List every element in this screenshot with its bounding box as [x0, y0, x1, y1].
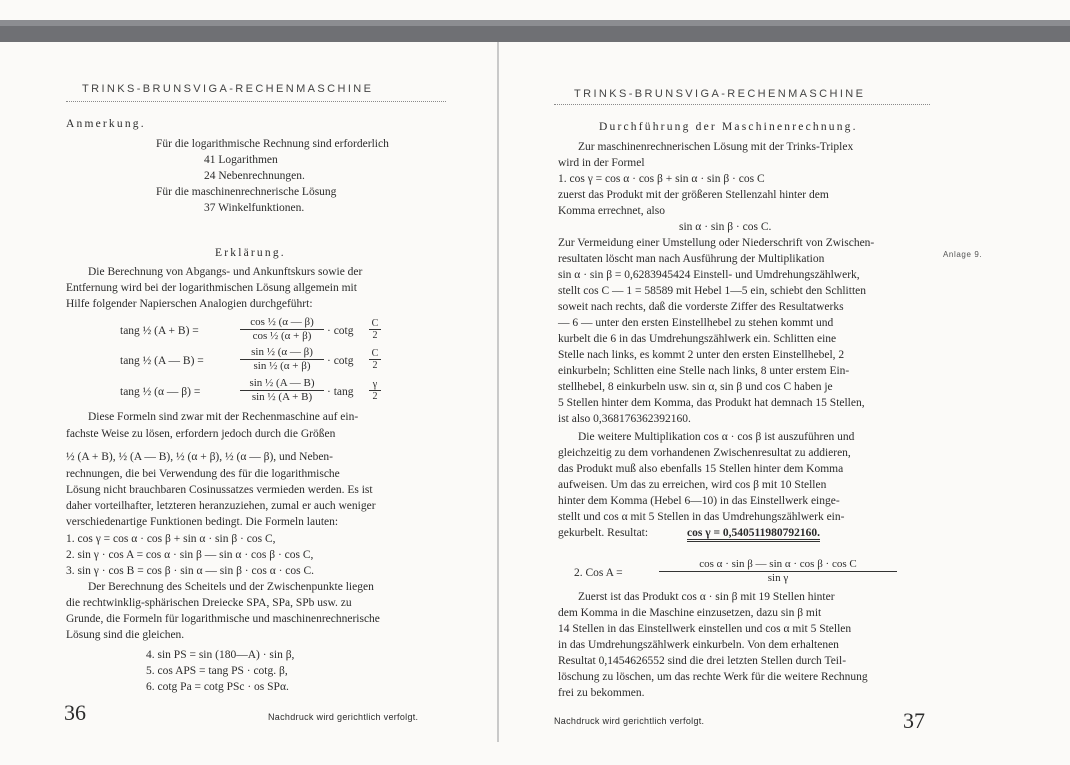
anmerkung-heading: Anmerkung. — [66, 118, 146, 130]
analogy-denominator: sin ½ (α + β) — [253, 360, 311, 372]
half-fraction-num: C — [369, 318, 381, 330]
body-line: daher vorteilhafter, letzteren heranzuziehen, zumal er auch weniger — [66, 500, 376, 512]
analogy-operator: · cotg — [327, 325, 354, 337]
analogy-lhs: tang ½ (A — B) = — [120, 355, 204, 367]
formula2-line: 6. cotg Pa = cotg PSc · os SPα. — [146, 681, 289, 693]
running-head: TRINKS-BRUNSVIGA-RECHENMASCHINE — [574, 88, 866, 100]
formula-line: 2. sin γ · cos A = cos α · sin β — sin α · cos β · cos C, — [66, 549, 314, 561]
anmerkung-line: Für die maschinenrechnerische Lösung — [156, 186, 337, 198]
analogy-operator: · cotg — [327, 355, 354, 367]
body-line: löschung zu löschen, um das rechte Werk für die weitere Rechnung — [558, 671, 868, 683]
section-heading: Durchführung der Maschinenrechnung. — [599, 121, 858, 133]
analogy-denominator: sin ½ (A + B) — [251, 391, 313, 403]
half-fraction — [369, 379, 381, 402]
analogy-fraction — [240, 316, 324, 343]
body-line: Lösung nicht brauchbaren Cosinussatzes vermieden werden. Es ist — [66, 484, 373, 496]
result-value — [687, 526, 820, 541]
body-line: einkurbeln; Schlitten eine Stelle nach links, 8 unter erstem Ein- — [558, 365, 850, 377]
body-line: sin α · sin β = 0,6283945424 Einstell- und Umdrehungszählwerk, — [558, 269, 860, 281]
anmerkung-line: Für die logarithmische Rechnung sind erforderlich — [156, 138, 389, 150]
analogy-fraction — [240, 346, 324, 373]
body-line: Zur Vermeidung einer Umstellung oder Niederschrift von Zwischen- — [558, 237, 875, 249]
analogy-numerator: sin ½ (A — B) — [240, 377, 324, 391]
body-line: Zur maschinenrechnerischen Lösung mit der Trinks-Triplex — [578, 141, 854, 153]
anmerkung-line: 24 Nebenrechnungen. — [204, 170, 305, 182]
margin-note: Anlage 9. — [943, 250, 983, 259]
body-line: kurbelt die 6 in das Umdrehungszählwerk ein. Schlitten eine — [558, 333, 837, 345]
body-line: Stelle nach links, es kommt 2 unter den ersten Einstellhebel, 2 — [558, 349, 845, 361]
body-line: 1. cos γ = cos α · cos β + sin α · sin β · cos C — [558, 173, 765, 185]
analogy-lhs: tang ½ (α — β) = — [120, 386, 201, 398]
body-line: frei zu bekommen. — [558, 687, 645, 699]
analogy-numerator: cos ½ (α — β) — [240, 316, 324, 330]
analogy-operator: · tang — [327, 386, 354, 398]
running-head: TRINKS-BRUNSVIGA-RECHENMASCHINE — [82, 83, 374, 95]
body-line: stellhebel, 8 einkurbeln usw. sin α, sin β und cos C haben je — [558, 381, 833, 393]
body-line: soweit nach rechts, daß die vorderste Ziffer des Resultatwerks — [558, 301, 844, 313]
page-footer: Nachdruck wird gerichtlich verfolgt. — [268, 712, 419, 722]
body-line: Komma errechnet, also — [558, 205, 665, 217]
body-line: Die weitere Multiplikation cos α · cos β ist auszuführen und — [578, 431, 855, 443]
body-line: Resultat 0,1454626552 sind die drei letzten Stellen durch Teil- — [558, 655, 847, 667]
body-line: Zuerst ist das Produkt cos α · sin β mit 19 Stellen hinter — [578, 591, 835, 603]
intro-line: Entfernung wird bei der logarithmischen Lösung allgemein mit — [66, 282, 357, 294]
analogy-lhs: tang ½ (A + B) = — [120, 325, 199, 337]
body-line: ½ (A + B), ½ (A — B), ½ (α + β), ½ (α — β), und Neben- — [66, 451, 334, 463]
body-line: — 6 — unter den ersten Einstellhebel zu stehen kommt und — [558, 317, 834, 329]
body-line: in das Umdrehungszählwerk einkurbeln. Von dem erhaltenen — [558, 639, 839, 651]
page-number: 37 — [903, 708, 925, 733]
half-fraction-den: 2 — [372, 330, 378, 341]
formula-line: 1. cos γ = cos α · cos β + sin α · sin β · cos C, — [66, 533, 276, 545]
analogy-numerator: sin ½ (α — β) — [240, 346, 324, 360]
body-line: stellt und cos α mit 5 Stellen in das Umdrehungszählwerk ein- — [558, 511, 845, 523]
body-line: das Produkt muß also ebenfalls 15 Stellen hinter dem Komma — [558, 463, 844, 475]
body-line: fachste Weise zu lösen, erfordern jedoch durch die Größen — [66, 428, 336, 440]
analogy-denominator: cos ½ (α + β) — [252, 330, 312, 342]
body2-line: Der Berechnung des Scheitels und der Zwischenpunkte liegen — [88, 581, 374, 593]
formula-line: 3. sin γ · cos B = cos β · sin α — sin β · cos α · cos C. — [66, 565, 315, 577]
page-footer: Nachdruck wird gerichtlich verfolgt. — [554, 716, 705, 726]
erklaerung-heading: Erklärung. — [215, 247, 286, 259]
anmerkung-line: 41 Logarithmen — [204, 154, 278, 166]
formula2-line: 4. sin PS = sin (180—A) · sin β, — [146, 649, 295, 661]
body-line: aufweisen. Um das zu erreichen, wird cos β mit 10 Stellen — [558, 479, 827, 491]
result-text: cos γ = 0,540511980792160. — [687, 527, 820, 542]
body-line: wird in der Formel — [558, 157, 645, 169]
body-line: hinter dem Komma (Hebel 6—10) in das Einstellwerk einge- — [558, 495, 840, 507]
formula2-numerator: cos α · sin β — sin α · cos β · cos C — [659, 558, 897, 572]
body-line: verschiedenartige Funktionen bedingt. Die Formeln lauten: — [66, 516, 339, 528]
half-fraction-den: 2 — [372, 391, 378, 402]
running-head-rule — [66, 101, 446, 102]
left-page — [0, 0, 497, 765]
body-line: stellt cos C — 1 = 58589 mit Hebel 1—5 ein, schiebt den Schlitten — [558, 285, 867, 297]
body2-line: Grunde, die Formeln für logarithmische und maschinenrechnerische — [66, 613, 380, 625]
body-line: resultaten löscht man nach Ausführung der Multiplikation — [558, 253, 825, 265]
body2-line: die rechtwinklig-sphärischen Dreiecke SPA, SPa, SPb usw. zu — [66, 597, 352, 609]
half-fraction-num: γ — [369, 379, 381, 391]
body-line: Diese Formeln sind zwar mit der Rechenmaschine auf ein- — [88, 411, 359, 423]
intro-line: Hilfe folgender Napierschen Analogien durchgeführt: — [66, 298, 313, 310]
body-line: gleichzeitig zu dem vorhandenen Zwischenresultat zu addieren, — [558, 447, 851, 459]
formula2-denominator: sin γ — [767, 572, 789, 584]
body-line: 14 Stellen in das Einstellwerk einstellen und cos α mit 5 Stellen — [558, 623, 852, 635]
analogy-fraction — [240, 377, 324, 404]
body-line: gekurbelt. Resultat: — [558, 527, 649, 539]
body2-line: Lösung sind die gleichen. — [66, 629, 185, 641]
body-line: dem Komma in die Maschine einzusetzen, dazu sin β mit — [558, 607, 822, 619]
body-line: rechnungen, die bei Verwendung des für die logarithmische — [66, 468, 340, 480]
running-head-rule — [554, 104, 930, 105]
formula2-line: 5. cos APS = tang PS · cotg. β, — [146, 665, 288, 677]
half-fraction — [369, 318, 381, 341]
formula2-fraction — [659, 558, 897, 585]
body-line: 5 Stellen hinter dem Komma, das Produkt hat demnach 15 Stellen, — [558, 397, 865, 409]
half-fraction — [369, 348, 381, 371]
body-line: sin α · sin β · cos C. — [679, 221, 772, 233]
right-page — [499, 0, 1070, 765]
half-fraction-num: C — [369, 348, 381, 360]
half-fraction-den: 2 — [372, 360, 378, 371]
body-line: zuerst das Produkt mit der größeren Stellenzahl hinter dem — [558, 189, 829, 201]
anmerkung-line: 37 Winkelfunktionen. — [204, 202, 305, 214]
page-number: 36 — [64, 700, 86, 725]
formula2-lhs: 2. Cos A = — [574, 567, 623, 579]
body-line: ist also 0,368176362392160. — [558, 413, 691, 425]
intro-line: Die Berechnung von Abgangs- und Ankunftskurs sowie der — [88, 266, 363, 278]
